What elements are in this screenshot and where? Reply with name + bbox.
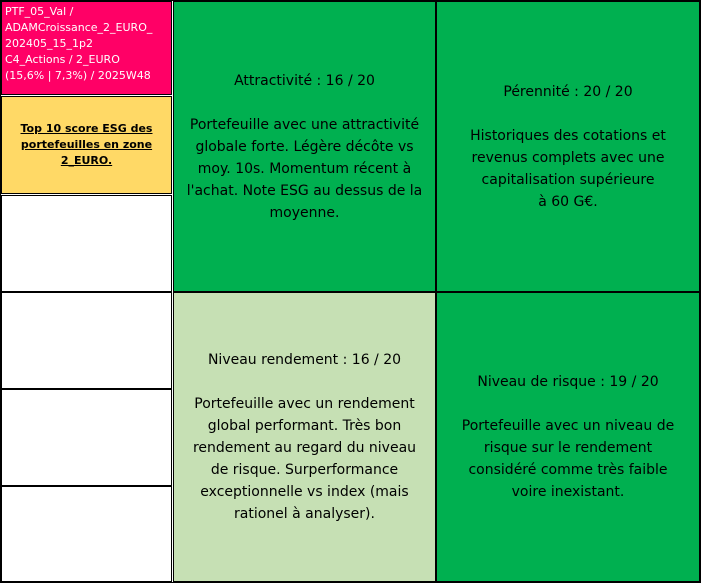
perennite-description (470, 125, 666, 213)
empty-cell (1, 389, 172, 486)
description-line: Portefeuille avec une attractivité (189, 116, 420, 133)
description-line: à 60 G€. (538, 193, 598, 210)
empty-cell (1, 195, 172, 292)
description-line: voire inexistant. (511, 484, 625, 500)
description-line: rendement au regard du niveau (192, 440, 417, 456)
description-line: moyenne. (269, 204, 340, 221)
description-line: de risque. Surperformance (210, 462, 399, 478)
perennite-tile (436, 1, 700, 292)
description-line: considéré comme très faible (468, 462, 668, 478)
risque-description (462, 415, 674, 503)
esg-link-line: 2_EURO. (60, 154, 113, 167)
description-line: globale forte. Légère décôte vs (195, 138, 414, 155)
portfolio-info-box (1, 1, 172, 95)
description-line: rationel à analyser). (234, 506, 375, 522)
description-line: capitalisation supérieure (481, 171, 655, 188)
attractivite-tile (173, 1, 436, 292)
description-line: Historiques des cotations et (470, 127, 666, 144)
attractivite-description (187, 114, 423, 224)
risque-tile (436, 292, 700, 582)
description-line: global performant. Très bon (207, 418, 402, 434)
description-line: Portefeuille avec un rendement (194, 396, 415, 412)
esg-top10-link[interactable] (1, 96, 172, 194)
perennite-title: Pérennité : 20 / 20 (503, 83, 633, 100)
rendement-title: Niveau rendement : 16 / 20 (207, 352, 402, 368)
empty-cell (1, 486, 172, 582)
description-line: l'achat. Note ESG au dessus de la (186, 182, 423, 199)
description-line: revenus complets avec une (471, 149, 665, 166)
esg-link-line: Top 10 score ESG des (20, 122, 153, 135)
rendement-tile (173, 292, 436, 582)
description-line: risque sur le rendement (483, 440, 653, 456)
description-line: Portefeuille avec un niveau de (461, 418, 675, 434)
description-line: moy. 10s. Momentum récent à (197, 160, 412, 177)
portfolio-info-line: (15,6% | 7,3%) / 2025W48 (5, 69, 151, 82)
rendement-description (193, 393, 416, 525)
portfolio-info-line: 202405_15_1p2 (5, 37, 93, 50)
attractivite-title: Attractivité : 16 / 20 (234, 72, 375, 89)
description-line: exceptionnelle vs index (mais (200, 484, 409, 500)
esg-link-line: portefeuilles en zone (20, 138, 153, 151)
risque-title: Niveau de risque : 19 / 20 (477, 374, 659, 390)
empty-cell (1, 292, 172, 389)
portfolio-info-line: PTF_05_Val / (5, 5, 74, 18)
portfolio-info-line: C4_Actions / 2_EURO (5, 53, 120, 66)
portfolio-info-line: ADAMCroissance_2_EURO_ (5, 21, 153, 34)
